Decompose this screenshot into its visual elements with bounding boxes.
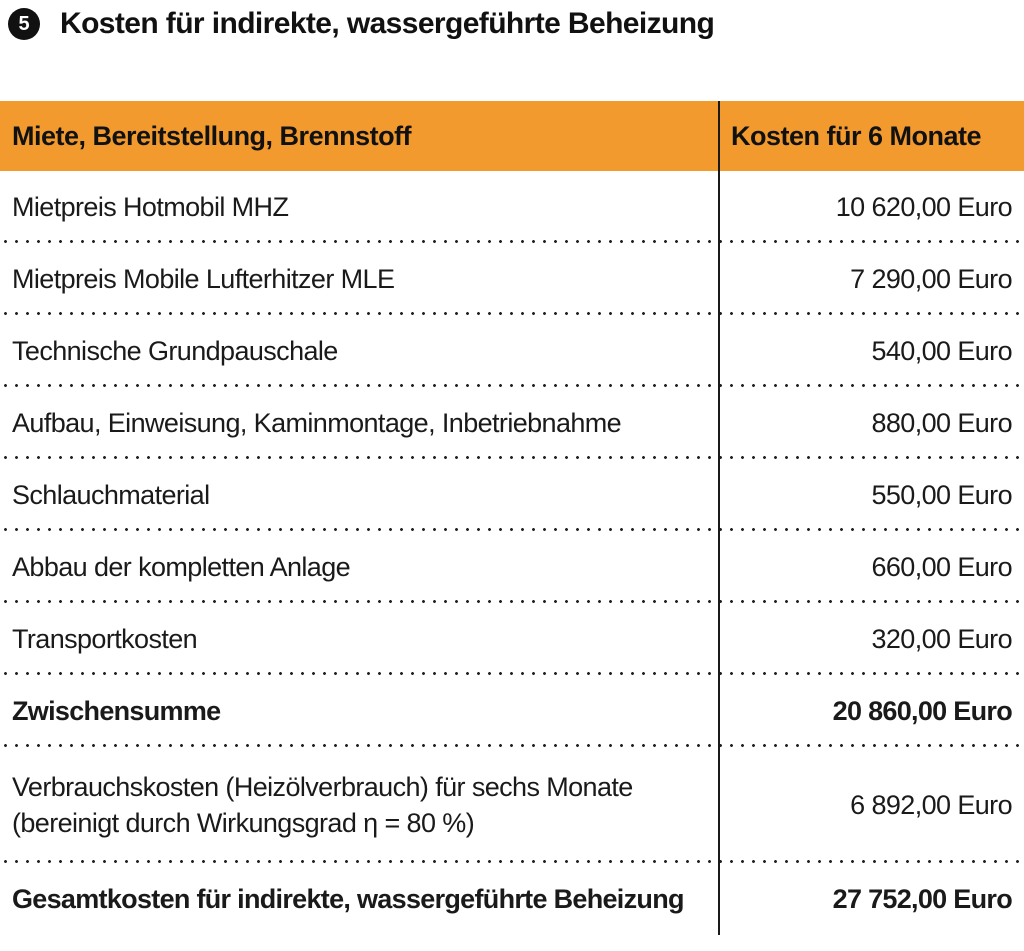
table-row: [0, 387, 1024, 459]
total-row: [0, 863, 1024, 935]
table-row: [0, 171, 1024, 243]
subtotal-label: Zwischensumme: [12, 696, 221, 726]
section-number-badge: 5: [8, 8, 40, 40]
row-value: 550,00 Euro: [871, 479, 1012, 510]
row-value: 7 290,00 Euro: [850, 263, 1012, 294]
table-header: [0, 101, 1024, 171]
row-label: Technische Grundpauschale: [12, 336, 338, 366]
table-row: [0, 531, 1024, 603]
row-value: 880,00 Euro: [871, 407, 1012, 438]
table-row: [0, 459, 1024, 531]
row-label: Aufbau, Einweisung, Kaminmontage, Inbetriebnahme: [12, 408, 622, 438]
row-label: Transportkosten: [12, 624, 198, 654]
table-row: [0, 603, 1024, 675]
header-description: Miete, Bereitstellung, Brennstoff: [12, 120, 412, 151]
header-cost: Kosten für 6 Monate: [731, 120, 982, 151]
row-value: 6 892,00 Euro: [850, 789, 1012, 820]
total-value: 27 752,00 Euro: [832, 883, 1012, 914]
row-value: 540,00 Euro: [871, 335, 1012, 366]
row-label-line-2: (bereinigt durch Wirkungsgrad η = 80 %): [12, 808, 475, 838]
table-row: [0, 243, 1024, 315]
row-label: Mietpreis Mobile Lufterhitzer MLE: [12, 264, 395, 294]
column-divider: [718, 101, 720, 935]
row-label: Mietpreis Hotmobil MHZ: [12, 192, 289, 222]
subtotal-row: [0, 675, 1024, 747]
total-label: Gesamtkosten für indirekte, wassergeführte Beheizung: [12, 884, 684, 914]
table-row: [0, 747, 1024, 863]
row-label: [12, 747, 707, 863]
row-value: 10 620,00 Euro: [835, 191, 1012, 222]
cost-table: [0, 101, 1024, 935]
subtotal-value: 20 860,00 Euro: [832, 695, 1012, 726]
section-heading: [8, 6, 714, 42]
section-title: Kosten für indirekte, wassergeführte Beheizung: [60, 7, 715, 40]
row-label: Abbau der kompletten Anlage: [12, 552, 351, 582]
row-label-line-1: Verbrauchskosten (Heizölverbrauch) für sechs Monate: [12, 772, 633, 802]
row-value: 320,00 Euro: [871, 623, 1012, 654]
table-row: [0, 315, 1024, 387]
row-label: Schlauchmaterial: [12, 480, 210, 510]
row-value: 660,00 Euro: [871, 551, 1012, 582]
